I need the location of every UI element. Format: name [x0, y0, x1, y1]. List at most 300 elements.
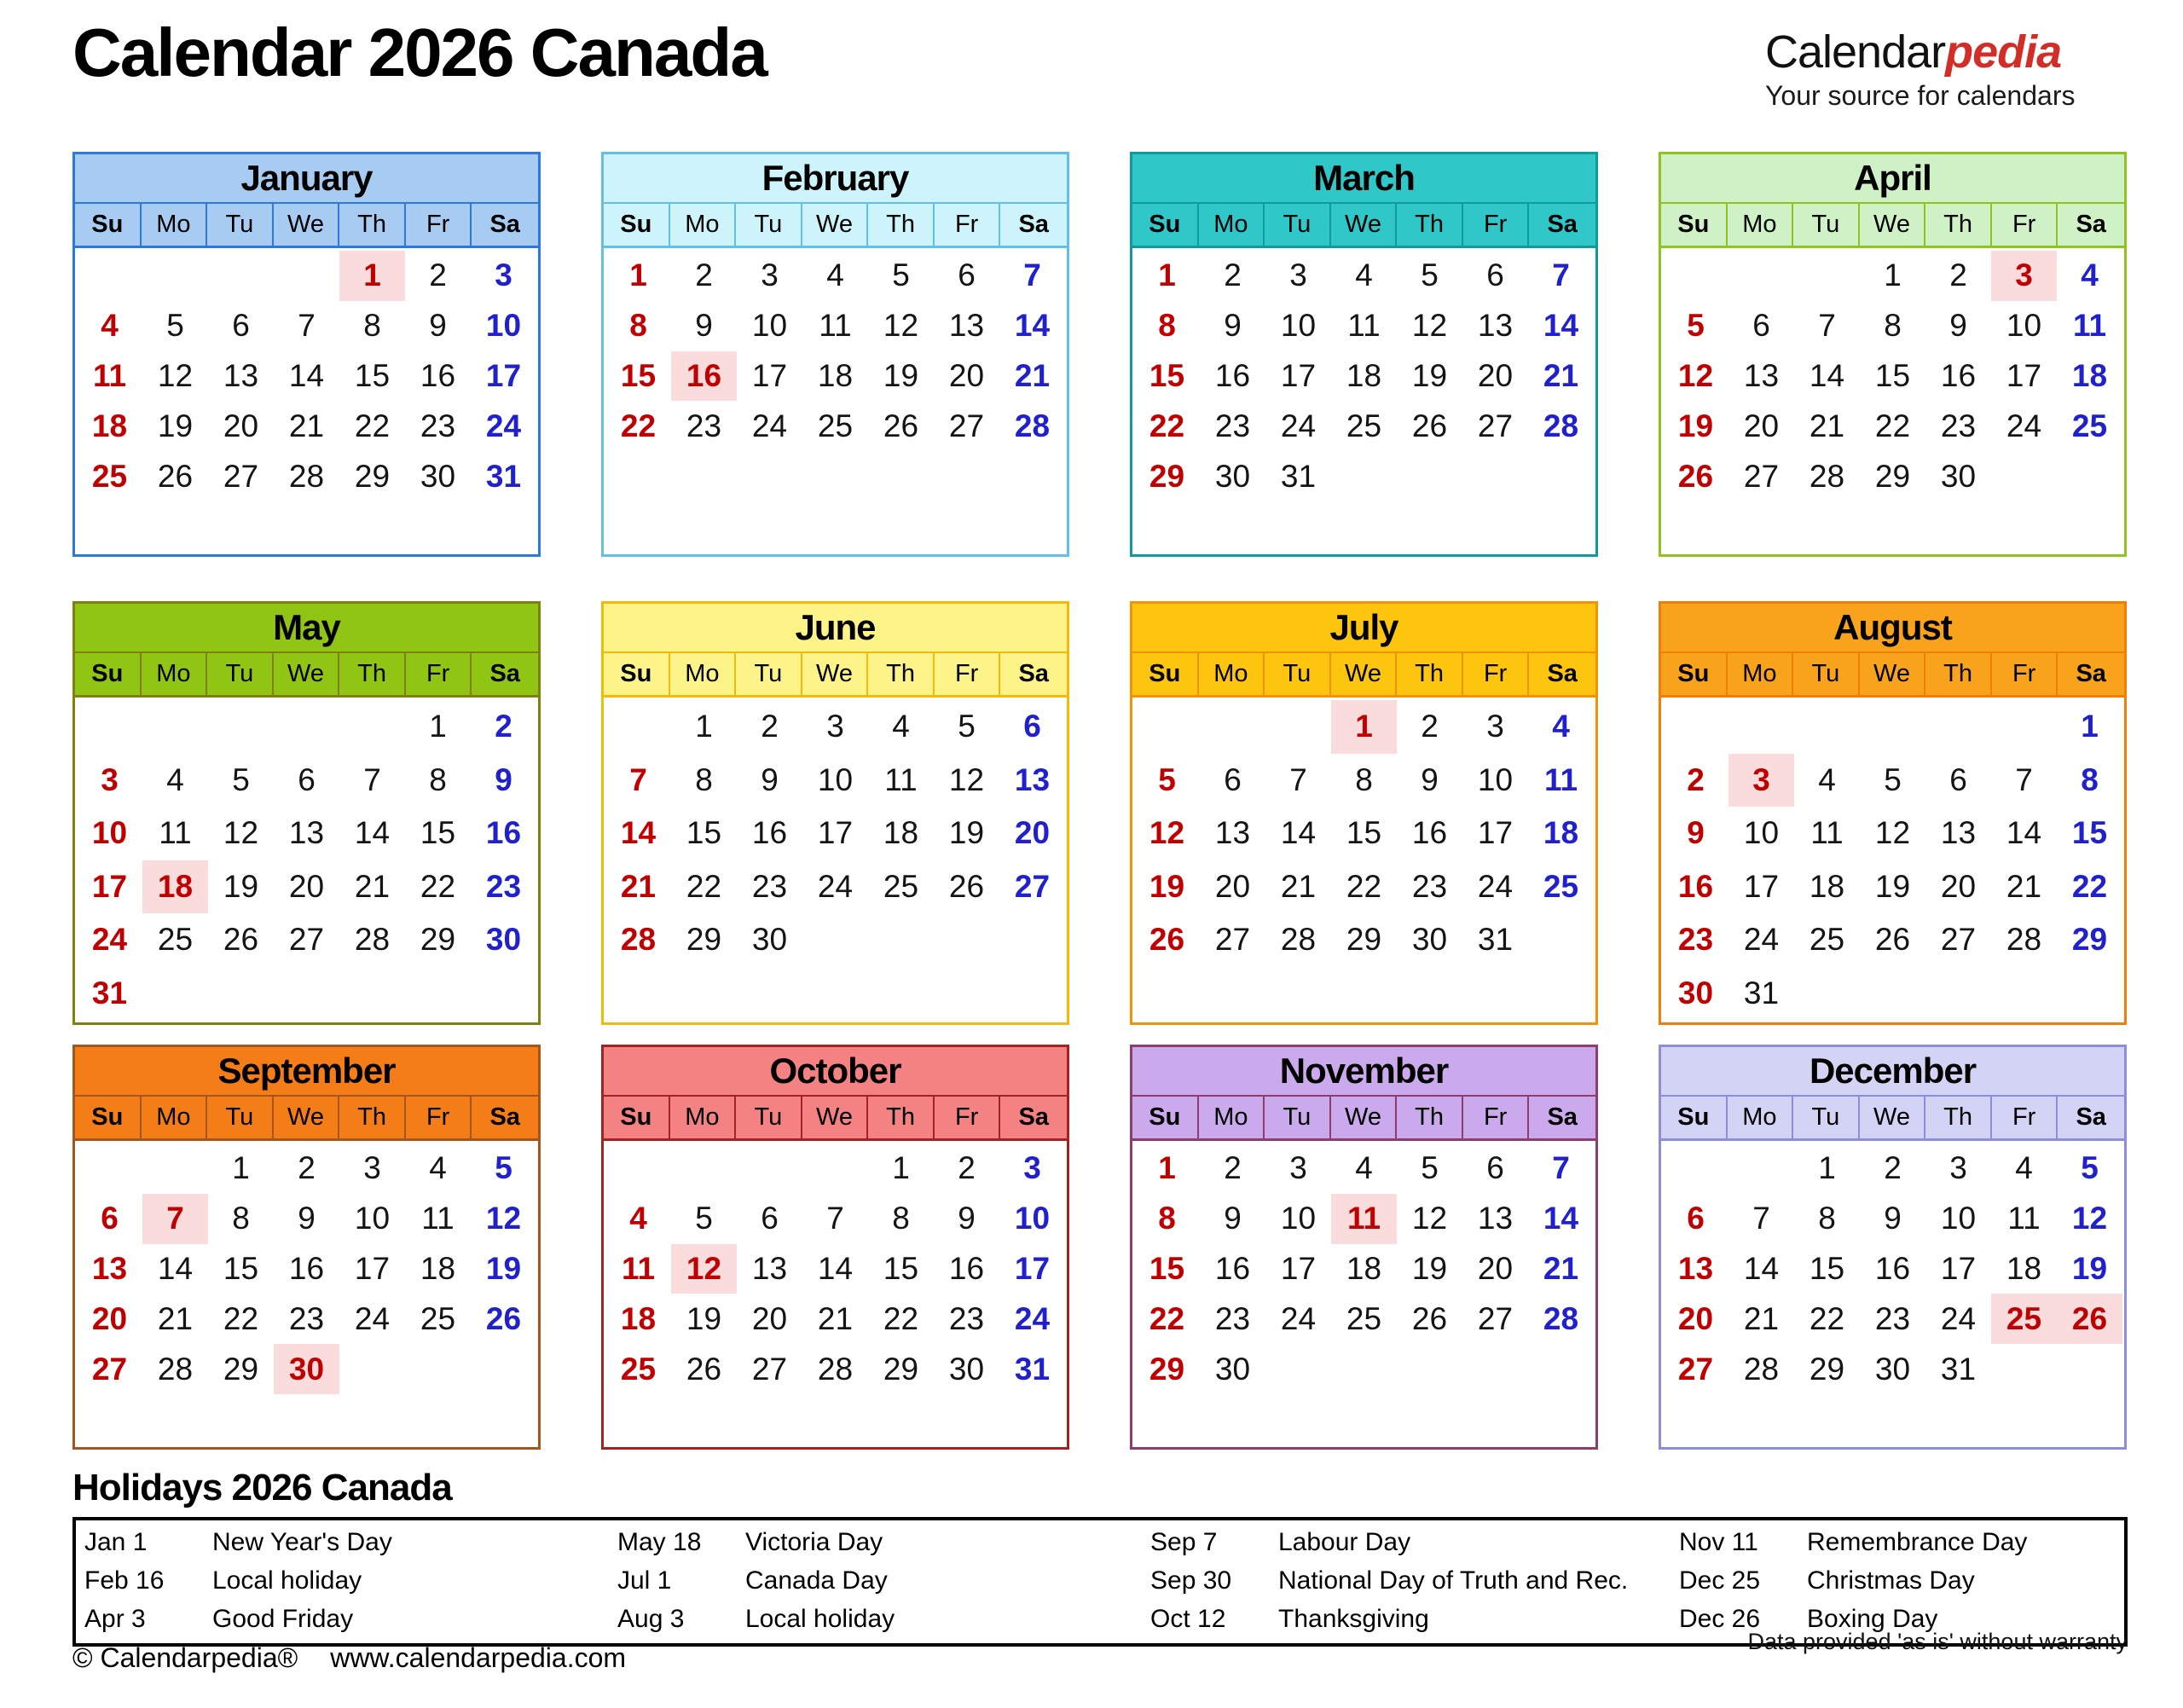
day-empty	[868, 451, 934, 501]
day-empty	[1925, 501, 1991, 552]
holidays-section	[72, 1467, 2128, 1647]
weekday-label-we: We	[802, 1097, 869, 1138]
day-empty	[868, 913, 934, 967]
month-title: September	[75, 1047, 538, 1097]
day-empty	[1860, 700, 1925, 754]
weekday-label-tu: Tu	[207, 653, 274, 695]
day-january-9: 9	[429, 308, 447, 344]
day-august-14: 14	[2006, 815, 2042, 851]
day-october-6: 6	[761, 1201, 779, 1236]
day-march-14: 14	[1543, 308, 1579, 344]
day-april-7: 7	[1818, 308, 1836, 344]
day-april-13: 13	[1743, 358, 1780, 394]
day-april-18: 18	[2071, 358, 2108, 394]
day-july-21: 21	[1280, 868, 1317, 904]
day-empty	[405, 967, 471, 1021]
weekday-label-th: Th	[339, 653, 406, 695]
day-august-11: 11	[1810, 815, 1844, 851]
day-may-15: 15	[420, 815, 456, 851]
day-july-11: 11	[1543, 761, 1578, 797]
month-title: May	[75, 604, 538, 653]
weekday-label-fr: Fr	[1992, 1097, 2059, 1138]
day-empty	[1397, 967, 1462, 1021]
day-january-18: 18	[91, 408, 128, 443]
weekday-header-row	[1661, 204, 2124, 248]
weekday-header-row	[604, 653, 1067, 698]
day-march-28: 28	[1543, 408, 1579, 443]
day-march-3: 3	[1289, 258, 1307, 293]
day-june-28: 28	[620, 922, 657, 958]
day-may-10: 10	[91, 815, 128, 851]
holiday-name: Local holiday	[212, 1566, 362, 1595]
day-february-3: 3	[761, 258, 779, 293]
day-july-1: 1	[1331, 700, 1397, 754]
day-september-3: 3	[363, 1150, 381, 1186]
day-july-6: 6	[1224, 761, 1242, 797]
days-grid	[75, 1141, 538, 1447]
holiday-date: Sep 7	[1150, 1528, 1218, 1556]
day-empty	[737, 451, 802, 501]
day-empty	[1462, 451, 1528, 501]
day-empty	[1528, 913, 1594, 967]
weekday-label-tu: Tu	[736, 653, 802, 695]
day-april-5: 5	[1687, 308, 1705, 344]
day-empty	[1794, 967, 1860, 1021]
day-april-24: 24	[2006, 408, 2042, 443]
day-november-8: 8	[1158, 1201, 1176, 1236]
day-october-3: 3	[1023, 1150, 1041, 1186]
weekday-label-sa: Sa	[489, 211, 520, 238]
day-january-12: 12	[157, 358, 194, 394]
weekday-label-tu: Tu	[1265, 1097, 1331, 1138]
day-empty	[1925, 1394, 1991, 1445]
day-june-18: 18	[883, 815, 919, 851]
day-empty	[1925, 967, 1991, 1021]
day-june-29: 29	[686, 922, 722, 958]
day-empty	[1728, 501, 1794, 552]
day-february-4: 4	[826, 258, 844, 293]
day-december-21: 21	[1743, 1300, 1780, 1336]
footer-disclaimer: Data provided 'as is' without warranty	[1747, 1629, 2128, 1654]
day-empty	[142, 967, 208, 1021]
days-grid	[1661, 1141, 2124, 1447]
day-january-26: 26	[157, 458, 194, 494]
day-empty	[142, 251, 208, 301]
day-july-8: 8	[1355, 761, 1373, 797]
day-empty	[1663, 501, 1728, 552]
day-november-19: 19	[1411, 1251, 1448, 1287]
day-august-29: 29	[2071, 922, 2108, 958]
weekday-label-mo: Mo	[142, 653, 208, 695]
day-empty	[1200, 501, 1265, 552]
weekday-label-we: We	[802, 204, 869, 246]
day-empty	[1663, 700, 1728, 754]
weekday-label-fr: Fr	[935, 653, 1001, 695]
day-empty	[274, 700, 339, 754]
day-empty	[208, 251, 274, 301]
day-august-30: 30	[1677, 975, 1714, 1010]
day-march-16: 16	[1214, 358, 1251, 394]
day-april-21: 21	[1809, 408, 1845, 443]
weekday-label-sa: Sa	[489, 660, 520, 687]
weekday-label-mo: Mo	[670, 204, 737, 246]
day-january-15: 15	[354, 358, 391, 394]
day-july-28: 28	[1280, 922, 1317, 958]
day-august-1: 1	[2081, 709, 2099, 744]
day-empty	[274, 967, 339, 1021]
day-september-7: 7	[142, 1194, 208, 1244]
day-december-12: 12	[2071, 1201, 2108, 1236]
day-empty	[1265, 501, 1331, 552]
day-april-10: 10	[2006, 308, 2042, 344]
weekday-label-we: We	[1860, 204, 1926, 246]
day-august-15: 15	[2071, 815, 2108, 851]
day-empty	[77, 251, 142, 301]
day-may-25: 25	[157, 922, 194, 958]
calendarpedia-logo	[1765, 26, 2140, 112]
day-empty	[671, 451, 737, 501]
weekday-label-tu: Tu	[1793, 1097, 1860, 1138]
day-july-23: 23	[1411, 868, 1448, 904]
holidays-title: Holidays 2026 Canada	[72, 1467, 452, 1508]
day-may-20: 20	[288, 868, 325, 904]
day-empty	[1528, 501, 1594, 552]
logo-part-pedia: pedia	[1945, 26, 2062, 78]
day-october-7: 7	[826, 1201, 844, 1236]
day-november-11: 11	[1331, 1194, 1397, 1244]
day-december-6: 6	[1687, 1201, 1705, 1236]
day-november-23: 23	[1214, 1300, 1251, 1336]
day-march-17: 17	[1280, 358, 1317, 394]
day-empty	[868, 501, 934, 552]
day-july-5: 5	[1158, 761, 1176, 797]
month-september	[72, 1045, 541, 1450]
day-february-10: 10	[751, 308, 788, 344]
weekday-header-row	[1661, 653, 2124, 698]
day-august-9: 9	[1687, 815, 1705, 851]
day-empty	[1462, 501, 1528, 552]
weekday-label-th: Th	[1397, 653, 1463, 695]
day-march-13: 13	[1477, 308, 1514, 344]
weekday-label-tu: Tu	[1265, 653, 1331, 695]
day-september-28: 28	[157, 1351, 194, 1387]
day-june-10: 10	[817, 761, 854, 797]
day-june-5: 5	[958, 709, 976, 744]
day-september-8: 8	[232, 1201, 250, 1236]
day-november-28: 28	[1543, 1300, 1579, 1336]
copyright-text: © Calendarpedia®	[72, 1642, 298, 1673]
days-grid	[604, 248, 1067, 554]
day-june-6: 6	[1023, 709, 1041, 744]
day-june-11: 11	[884, 761, 918, 797]
month-title: April	[1661, 154, 2124, 204]
holiday-name: Boxing Day	[1807, 1605, 1938, 1633]
day-january-27: 27	[223, 458, 259, 494]
day-november-16: 16	[1214, 1251, 1251, 1287]
weekday-label-sa: Sa	[1018, 660, 1049, 687]
day-may-19: 19	[223, 868, 259, 904]
weekday-label-tu: Tu	[1265, 204, 1331, 246]
day-empty	[77, 1143, 142, 1194]
day-february-20: 20	[948, 358, 985, 394]
day-february-13: 13	[948, 308, 985, 344]
day-july-17: 17	[1477, 815, 1514, 851]
day-february-9: 9	[695, 308, 713, 344]
day-april-20: 20	[1743, 408, 1780, 443]
day-empty	[1991, 1344, 2057, 1394]
day-empty	[802, 967, 868, 1021]
day-may-3: 3	[101, 761, 119, 797]
holiday-name: Labour Day	[1278, 1528, 1411, 1556]
day-empty	[671, 1394, 737, 1445]
day-empty	[1728, 251, 1794, 301]
weekday-label-we: We	[274, 204, 340, 246]
day-april-19: 19	[1677, 408, 1714, 443]
month-february	[601, 152, 1069, 557]
day-february-27: 27	[948, 408, 985, 443]
day-april-28: 28	[1809, 458, 1845, 494]
day-may-8: 8	[429, 761, 447, 797]
day-september-29: 29	[223, 1351, 259, 1387]
day-january-13: 13	[223, 358, 259, 394]
day-december-7: 7	[1752, 1201, 1770, 1236]
day-april-29: 29	[1874, 458, 1911, 494]
month-title: December	[1661, 1047, 2124, 1097]
month-title: November	[1132, 1047, 1595, 1097]
day-july-13: 13	[1214, 815, 1251, 851]
day-march-23: 23	[1214, 408, 1251, 443]
days-grid	[1132, 698, 1595, 1022]
day-empty	[208, 501, 274, 552]
day-may-31: 31	[91, 975, 128, 1010]
day-empty	[1265, 967, 1331, 1021]
day-december-25: 25	[1991, 1294, 2057, 1344]
day-march-10: 10	[1280, 308, 1317, 344]
day-empty	[1663, 1143, 1728, 1194]
day-november-29: 29	[1149, 1351, 1185, 1387]
day-april-14: 14	[1809, 358, 1845, 394]
day-july-3: 3	[1486, 709, 1504, 744]
day-empty	[1462, 967, 1528, 1021]
day-empty	[1728, 700, 1794, 754]
holiday-name: Thanksgiving	[1278, 1605, 1429, 1633]
weekday-label-su: Su	[1132, 653, 1199, 695]
day-march-21: 21	[1543, 358, 1579, 394]
weekday-header-row	[604, 1097, 1067, 1141]
day-april-22: 22	[1874, 408, 1911, 443]
day-december-4: 4	[2015, 1150, 2033, 1186]
day-empty	[737, 967, 802, 1021]
day-empty	[405, 1344, 471, 1394]
day-april-6: 6	[1752, 308, 1770, 344]
day-october-28: 28	[817, 1351, 854, 1387]
day-january-23: 23	[420, 408, 456, 443]
day-october-15: 15	[883, 1251, 919, 1287]
month-title: June	[604, 604, 1067, 653]
day-july-4: 4	[1552, 709, 1570, 744]
weekday-label-su: Su	[1661, 204, 1728, 246]
day-november-7: 7	[1552, 1150, 1570, 1186]
holiday-date: Apr 3	[84, 1605, 146, 1633]
day-empty	[471, 967, 536, 1021]
day-october-21: 21	[817, 1300, 854, 1336]
day-september-9: 9	[298, 1201, 316, 1236]
day-september-11: 11	[421, 1201, 455, 1236]
day-march-18: 18	[1346, 358, 1382, 394]
day-empty	[1860, 501, 1925, 552]
day-empty	[208, 700, 274, 754]
day-february-28: 28	[1014, 408, 1051, 443]
weekday-label-we: We	[274, 1097, 340, 1138]
day-empty	[1860, 1394, 1925, 1445]
day-march-9: 9	[1224, 308, 1242, 344]
day-december-17: 17	[1940, 1251, 1977, 1287]
day-empty	[2057, 967, 2122, 1021]
day-june-14: 14	[620, 815, 657, 851]
day-august-6: 6	[1949, 761, 1967, 797]
day-empty	[405, 501, 471, 552]
day-october-2: 2	[958, 1150, 976, 1186]
day-january-16: 16	[420, 358, 456, 394]
days-grid	[604, 698, 1067, 1022]
weekday-label-th: Th	[868, 653, 935, 695]
day-may-5: 5	[232, 761, 250, 797]
page-title: Calendar 2026 Canada	[72, 14, 767, 90]
month-title: March	[1132, 154, 1595, 204]
weekday-label-sa: Sa	[1018, 1103, 1049, 1131]
day-empty	[142, 700, 208, 754]
month-october	[601, 1045, 1069, 1450]
day-may-1: 1	[429, 709, 447, 744]
day-july-30: 30	[1411, 922, 1448, 958]
month-title: July	[1132, 604, 1595, 653]
day-empty	[1663, 251, 1728, 301]
weekday-label-sa: Sa	[2076, 660, 2106, 687]
day-empty	[1134, 1394, 1200, 1445]
day-may-16: 16	[485, 815, 522, 851]
day-empty	[77, 700, 142, 754]
day-empty	[1397, 1344, 1462, 1394]
day-empty	[1134, 700, 1200, 754]
day-september-30: 30	[274, 1344, 339, 1394]
day-august-21: 21	[2006, 868, 2042, 904]
day-september-13: 13	[91, 1251, 128, 1287]
day-january-29: 29	[354, 458, 391, 494]
day-october-9: 9	[958, 1201, 976, 1236]
day-empty	[274, 501, 339, 552]
days-grid	[1132, 1141, 1595, 1447]
day-september-19: 19	[485, 1251, 522, 1287]
day-december-18: 18	[2006, 1251, 2042, 1287]
holiday-date: Dec 26	[1679, 1605, 1761, 1633]
day-july-25: 25	[1543, 868, 1579, 904]
day-december-10: 10	[1940, 1201, 1977, 1236]
weekday-label-fr: Fr	[406, 653, 472, 695]
day-november-6: 6	[1486, 1150, 1504, 1186]
day-august-31: 31	[1743, 975, 1780, 1010]
day-june-3: 3	[826, 709, 844, 744]
day-empty	[1134, 501, 1200, 552]
day-may-11: 11	[159, 815, 192, 851]
weekday-label-su: Su	[604, 204, 670, 246]
day-empty	[1200, 967, 1265, 1021]
day-july-31: 31	[1477, 922, 1514, 958]
day-empty	[737, 1394, 802, 1445]
weekday-label-mo: Mo	[1728, 1097, 1794, 1138]
day-november-25: 25	[1346, 1300, 1382, 1336]
day-january-30: 30	[420, 458, 456, 494]
day-june-16: 16	[751, 815, 788, 851]
day-empty	[1200, 700, 1265, 754]
day-november-10: 10	[1280, 1201, 1317, 1236]
weekday-label-th: Th	[868, 204, 935, 246]
holiday-date: Oct 12	[1150, 1605, 1226, 1633]
weekday-header-row	[75, 1097, 538, 1141]
day-january-22: 22	[354, 408, 391, 443]
day-august-16: 16	[1677, 868, 1714, 904]
day-may-2: 2	[495, 709, 512, 744]
day-november-24: 24	[1280, 1300, 1317, 1336]
day-july-29: 29	[1346, 922, 1382, 958]
day-june-22: 22	[686, 868, 722, 904]
weekday-label-fr: Fr	[1463, 204, 1530, 246]
month-title: January	[75, 154, 538, 204]
day-july-12: 12	[1149, 815, 1185, 851]
day-empty	[1397, 501, 1462, 552]
weekday-label-th: Th	[339, 204, 406, 246]
day-august-12: 12	[1874, 815, 1911, 851]
day-december-11: 11	[2007, 1201, 2041, 1236]
day-february-26: 26	[883, 408, 919, 443]
day-july-22: 22	[1346, 868, 1382, 904]
weekday-header-row	[75, 204, 538, 248]
day-empty	[1991, 967, 2057, 1021]
holiday-name: Christmas Day	[1807, 1566, 1975, 1595]
day-june-20: 20	[1014, 815, 1051, 851]
day-november-30: 30	[1214, 1351, 1251, 1387]
weekday-label-su: Su	[1661, 1097, 1728, 1138]
day-march-12: 12	[1411, 308, 1448, 344]
day-december-13: 13	[1677, 1251, 1714, 1287]
day-november-5: 5	[1421, 1150, 1439, 1186]
weekday-label-we: We	[1331, 1097, 1398, 1138]
day-empty	[999, 451, 1065, 501]
weekday-label-su: Su	[1132, 1097, 1199, 1138]
day-empty	[1663, 1394, 1728, 1445]
day-empty	[1331, 451, 1397, 501]
days-grid	[1661, 248, 2124, 554]
days-grid	[75, 248, 538, 554]
day-may-9: 9	[495, 761, 512, 797]
day-march-11: 11	[1347, 308, 1381, 344]
weekday-label-mo: Mo	[142, 204, 208, 246]
day-empty	[934, 967, 999, 1021]
day-april-11: 11	[2072, 308, 2107, 344]
day-empty	[1794, 1394, 1860, 1445]
day-empty	[2057, 501, 2122, 552]
day-empty	[77, 1394, 142, 1445]
day-august-20: 20	[1940, 868, 1977, 904]
day-july-24: 24	[1477, 868, 1514, 904]
day-december-29: 29	[1809, 1351, 1845, 1387]
day-august-7: 7	[2015, 761, 2033, 797]
day-july-18: 18	[1543, 815, 1579, 851]
day-january-19: 19	[157, 408, 194, 443]
day-august-2: 2	[1687, 761, 1705, 797]
day-october-25: 25	[620, 1351, 657, 1387]
day-empty	[737, 1143, 802, 1194]
day-empty	[605, 1394, 671, 1445]
